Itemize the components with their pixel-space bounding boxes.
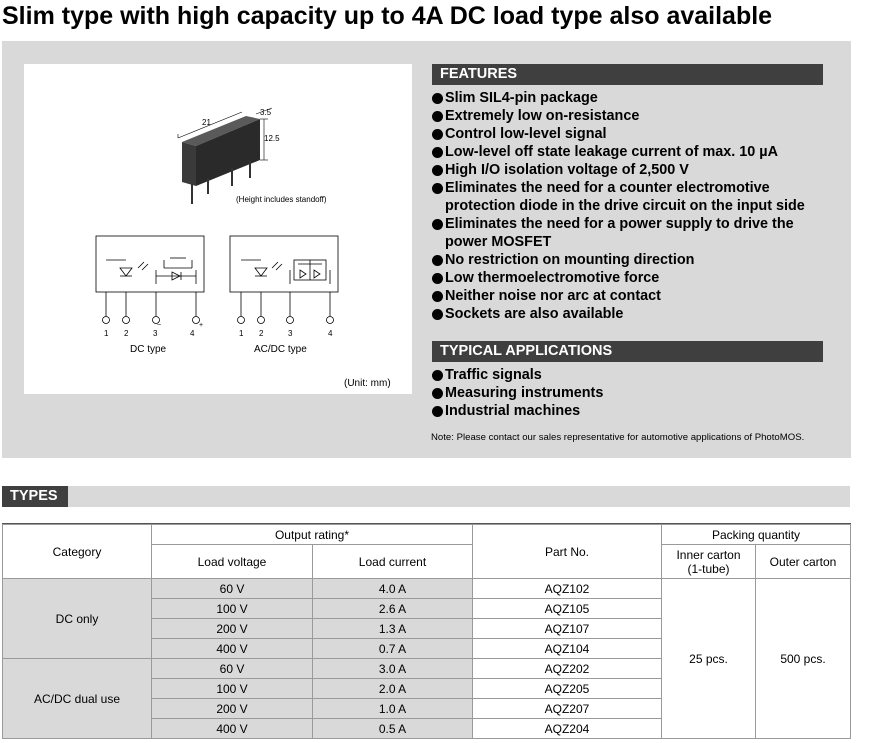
feature-text: Control low-level signal [445,126,607,142]
bullet-icon [432,255,443,266]
acdc-pin-3: 3 [288,329,293,338]
current-cell: 2.0 A [313,679,473,699]
header-inner-line2: (1-tube) [687,561,730,576]
voltage-cell: 60 V [152,579,313,599]
current-cell: 0.7 A [313,639,473,659]
feature-text: Eliminates the need for a counter electromotive [445,180,770,196]
voltage-cell: 100 V [152,679,313,699]
bullet-icon [432,219,443,230]
feature-item [432,143,842,161]
part-number-cell: AQZ104 [473,639,662,659]
dim-height: 12.5 [264,134,280,143]
dc-pin-3: 3 [153,329,158,338]
voltage-cell: 400 V [152,639,313,659]
dim-length: 21 [202,118,211,127]
header-inner-line1: Inner carton [676,547,741,562]
acdc-pin-1: 1 [239,329,244,338]
feature-item [432,269,842,287]
types-table-body [3,579,851,739]
applications-heading: TYPICAL APPLICATIONS [432,341,823,362]
part-number-cell: AQZ207 [473,699,662,719]
feature-text: power MOSFET [445,234,552,250]
part-number-cell: AQZ202 [473,659,662,679]
current-cell: 0.5 A [313,719,473,739]
voltage-cell: 400 V [152,719,313,739]
dc-pin-3-sign: − [157,322,162,329]
header-category: Category [3,525,152,579]
types-bar [2,486,850,507]
bullet-icon [432,129,443,140]
voltage-cell: 200 V [152,699,313,719]
feature-item [432,161,842,179]
header-packing-quantity: Packing quantity [662,525,851,545]
part-number-cell: AQZ102 [473,579,662,599]
feature-text: No restriction on mounting direction [445,252,695,268]
bullet-icon [432,291,443,302]
dc-pin-1: 1 [104,329,109,338]
feature-item [432,107,842,125]
current-cell: 1.0 A [313,699,473,719]
dc-pin-2: 2 [124,329,129,338]
feature-text: protection diode in the drive circuit on the input side [445,198,805,214]
application-text: Traffic signals [445,367,542,383]
part-number-cell: AQZ107 [473,619,662,639]
bullet-icon [432,370,443,381]
automotive-note: Note: Please contact our sales representative for automotive applications of PhotoMOS. [431,432,805,443]
outer-carton-qty: 500 pcs. [756,579,851,739]
dim-width: 3.5 [260,108,272,117]
page-title: Slim type with high capacity up to 4A DC load type also available [2,2,773,30]
bullet-icon [432,388,443,399]
types-table [2,524,851,739]
header-inner-carton [662,545,756,579]
application-item [432,402,842,420]
dc-pin-4: 4 [190,329,195,338]
bullet-icon [432,111,443,122]
header-output-rating: Output rating* [152,525,473,545]
applications-list [432,366,842,420]
dimension-and-schematic-drawing [24,64,412,394]
category-cell: DC only [3,579,152,659]
feature-text: Extremely low on-resistance [445,108,640,124]
current-cell: 3.0 A [313,659,473,679]
types-heading: TYPES [2,486,68,507]
header-part-no: Part No. [473,525,662,579]
inner-carton-qty: 25 pcs. [662,579,756,739]
dc-type-label: DC type [130,344,167,355]
feature-text: Eliminates the need for a power supply to drive the [445,216,794,232]
feature-item [432,89,842,107]
bullet-icon [432,165,443,176]
feature-item [432,305,842,323]
application-text: Measuring instruments [445,385,604,401]
bullet-icon [432,147,443,158]
feature-text: Low thermoelectromotive force [445,270,660,286]
bullet-icon [432,273,443,284]
acdc-pin-2: 2 [259,329,264,338]
feature-text: Low-level off state leakage current of max. 10 µA [445,144,778,160]
acdc-pin-4: 4 [328,329,333,338]
current-cell: 2.6 A [313,599,473,619]
dc-pin-labels [104,322,203,338]
dc-pin-4-sign: + [199,322,204,329]
application-item [432,366,842,384]
bullet-icon [432,183,443,194]
header-load-current: Load current [313,545,473,579]
feature-item [432,179,842,215]
header-load-voltage: Load voltage [152,545,313,579]
feature-text: Slim SIL4-pin package [445,90,598,106]
feature-text: Neither noise nor arc at contact [445,288,661,304]
features-list [432,89,842,323]
bullet-icon [432,93,443,104]
unit-note: (Unit: mm) [344,378,391,389]
feature-item [432,287,842,305]
feature-text: High I/O isolation voltage of 2,500 V [445,162,689,178]
voltage-cell: 200 V [152,619,313,639]
part-number-cell: AQZ204 [473,719,662,739]
current-cell: 1.3 A [313,619,473,639]
feature-item [432,125,842,143]
acdc-type-label: AC/DC type [254,344,307,355]
bullet-icon [432,406,443,417]
feature-item [432,215,842,251]
part-number-cell: AQZ205 [473,679,662,699]
voltage-cell: 100 V [152,599,313,619]
voltage-cell: 60 V [152,659,313,679]
relay-package-drawing [178,108,272,204]
table-row [3,579,851,599]
feature-text: Sockets are also available [445,306,624,322]
features-heading: FEATURES [432,64,823,85]
height-note: (Height includes standoff) [236,195,327,204]
acdc-type-schematic [230,236,338,324]
current-cell: 4.0 A [313,579,473,599]
dc-type-schematic [96,236,204,324]
category-cell: AC/DC dual use [3,659,152,739]
feature-item [432,251,842,269]
header-outer-carton: Outer carton [756,545,851,579]
application-text: Industrial machines [445,403,581,419]
bullet-icon [432,309,443,320]
acdc-pin-labels [239,329,333,338]
product-figure [24,64,412,394]
application-item [432,384,842,402]
part-number-cell: AQZ105 [473,599,662,619]
